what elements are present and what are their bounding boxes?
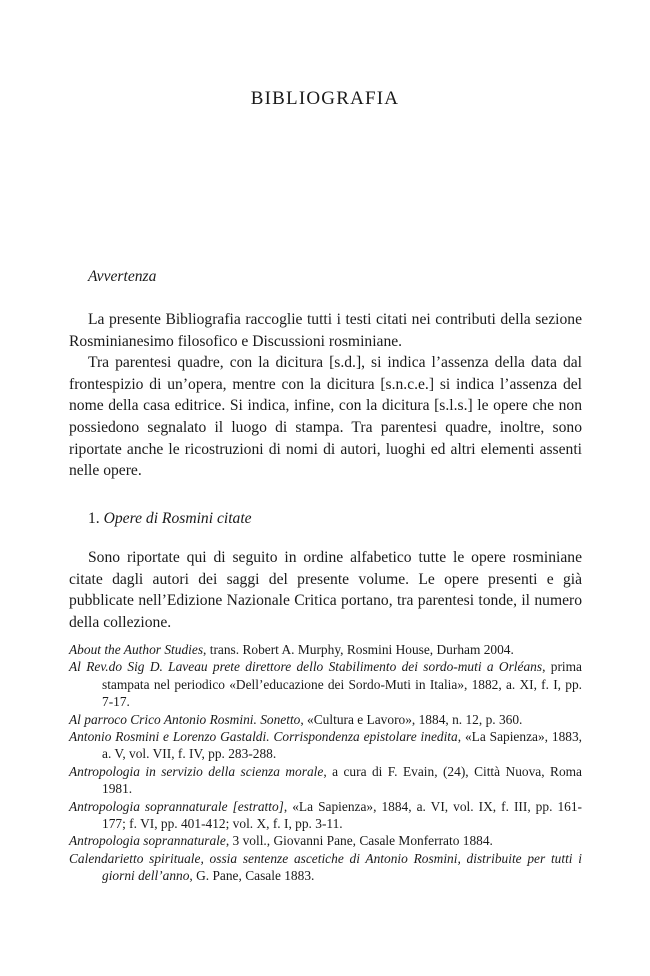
entry-title: Antropologia in servizio della scienza morale <box>69 763 324 779</box>
avvertenza-body <box>69 309 582 482</box>
section-paragraph: Sono riportate qui di seguito in ordine alfabetico tutte le opere rosminiane citate dagli autori dei saggi del presente volume. Le opere presenti e già pubblicate nell’Edizione Nazionale Critica portano, tra parentesi tonde, il numero della collezione. <box>69 549 582 631</box>
page-title: BIBLIOGRAFIA <box>250 88 400 109</box>
entry-details: , «La Sapienza», 1883, a. V, vol. VII, f. IV, pp. 283-288. <box>102 729 582 762</box>
bibliography-list <box>69 641 582 885</box>
entry-details: , 3 voll., Giovanni Pane, Casale Monferrato 1884. <box>225 833 493 849</box>
section-number: 1. <box>88 510 100 527</box>
bibliography-entry <box>69 850 582 885</box>
entry-details: , prima stampata nel periodico «Dell’educazione dei Sordo-Muti in Italia», 1882, a. XI, f. I, pp. 7-17. <box>102 659 582 710</box>
avvertenza-heading <box>88 268 156 286</box>
entry-title: Al parroco Crico Antonio Rosmini. Sonetto <box>69 711 301 727</box>
section-heading <box>88 510 252 528</box>
bibliography-entry <box>69 658 582 710</box>
bibliography-entry <box>69 832 582 849</box>
section-body <box>69 547 582 633</box>
entry-title: Calendarietto spirituale, ossia sentenze ascetiche di Antonio Rosmini, distribuite per tutti i giorni dell’anno <box>69 850 582 884</box>
avvertenza-paragraph: Tra parentesi quadre, con la dicitura [s.d.], si indica l’assenza della data dal frontespizio di un’opera, mentre con la dicitura [s.n.c.e.] si indica l’assenza del nome della casa editrice. Si indica, infine, con la dicitura [s.l.s.] le opere che non possiedono segnalato il luogo di stampa. Tra parentesi quadre, inoltre, sono riportate anche le ricostruzioni di nomi di autori, luoghi ed altri elementi assenti nelle opere. <box>69 354 582 480</box>
entry-details: , a cura di F. Evain, (24), Città Nuova, Roma 1981. <box>102 763 583 797</box>
entry-title: About the Author Studies <box>69 642 204 657</box>
entry-details: , trans. Robert A. Murphy, Rosmini House, Durham 2004. <box>203 642 514 657</box>
bibliography-entry <box>69 763 582 798</box>
bibliography-entry <box>69 798 582 833</box>
entry-details: , «La Sapienza», 1884, a. VI, vol. IX, f. III, pp. 161-177; f. VI, pp. 401-412; vol. X, f. I, pp. 3-11. <box>102 798 582 832</box>
entry-title: Al Rev.do Sig D. Laveau prete direttore dello Stabilimento dei sordo-muti a Orléans <box>69 659 543 675</box>
bibliography-entry <box>69 711 582 728</box>
avvertenza-paragraph: La presente Bibliografia raccoglie tutti i testi citati nei contributi della sezione Rosminianesimo filosofico e Discussioni rosminiane. <box>69 311 582 350</box>
bibliography-entry <box>69 728 582 763</box>
avvertenza-heading-text: Avvertenza <box>88 268 157 285</box>
entry-details: , «Cultura e Lavoro», 1884, n. 12, p. 360. <box>300 711 523 727</box>
bibliography-entry <box>69 641 582 658</box>
entry-details: , G. Pane, Casale 1883. <box>189 868 315 884</box>
entry-title: Antonio Rosmini e Lorenzo Gastaldi. Corrispondenza epistolare inedita <box>69 729 458 745</box>
section-title: Opere di Rosmini citate <box>103 510 252 527</box>
entry-title: Antropologia soprannaturale [estratto] <box>69 798 284 814</box>
entry-title: Antropologia soprannaturale <box>69 833 226 849</box>
